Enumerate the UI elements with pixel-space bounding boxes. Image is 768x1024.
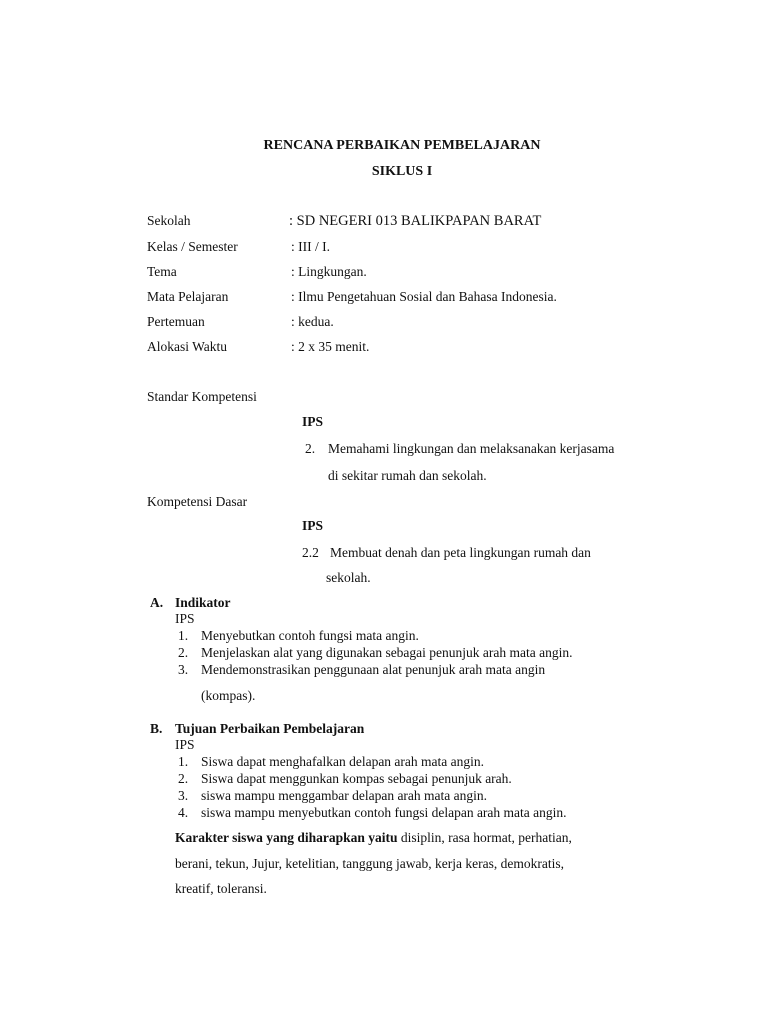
info-value-class: : III / I. — [291, 239, 330, 254]
character-paragraph-line1 — [175, 830, 572, 846]
section-b-title: Tujuan Perbaikan Pembelajaran — [175, 721, 365, 736]
info-label-subject: Mata Pelajaran — [147, 289, 229, 304]
list-item-number: 1. — [178, 628, 189, 643]
info-value-school: : SD NEGERI 013 BALIKPAPAN BARAT — [289, 213, 542, 229]
sk-text-line1: Memahami lingkungan dan melaksanakan kerjasama — [328, 441, 615, 456]
sk-number: 2. — [305, 441, 316, 456]
sk-subject: IPS — [302, 414, 324, 429]
list-item: siswa mampu menyebutkan contoh fungsi delapan arah mata angin. — [201, 805, 567, 820]
list-item: Menyebutkan contoh fungsi mata angin. — [201, 628, 419, 643]
list-item: Menjelaskan alat yang digunakan sebagai penunjuk arah mata angin. — [201, 645, 573, 660]
list-item: siswa mampu menggambar delapan arah mata angin. — [201, 788, 488, 803]
section-b-subject: IPS — [175, 737, 195, 752]
kd-number: 2.2 — [302, 545, 319, 560]
list-item: Siswa dapat menghafalkan delapan arah mata angin. — [201, 754, 485, 769]
list-item-number: 3. — [178, 788, 189, 803]
section-a-subject: IPS — [175, 611, 195, 626]
page-title: RENCANA PERBAIKAN PEMBELAJARAN — [263, 138, 541, 153]
info-value-subject: : Ilmu Pengetahuan Sosial dan Bahasa Indonesia. — [291, 289, 557, 304]
info-value-theme: : Lingkungan. — [291, 264, 367, 279]
list-item-continuation: (kompas). — [201, 688, 256, 703]
list-item-number: 3. — [178, 662, 189, 677]
list-item: Mendemonstrasikan penggunaan alat penunjuk arah mata angin — [201, 662, 546, 677]
section-a-letter: A. — [150, 595, 164, 610]
list-item-number: 2. — [178, 645, 189, 660]
info-label-time: Alokasi Waktu — [147, 339, 228, 354]
info-label-school: Sekolah — [147, 213, 191, 228]
info-label-theme: Tema — [147, 264, 177, 279]
list-item-number: 2. — [178, 771, 189, 786]
character-values: disiplin, rasa hormat, perhatian, — [397, 830, 572, 845]
character-label: Karakter siswa yang diharapkan yaitu — [175, 830, 398, 845]
cycle-subtitle: SIKLUS I — [371, 164, 433, 179]
list-item-number: 1. — [178, 754, 189, 769]
character-paragraph-line3: kreatif, toleransi. — [175, 881, 267, 896]
character-paragraph-line2: berani, tekun, Jujur, ketelitian, tanggung jawab, kerja keras, demokratis, — [175, 856, 564, 871]
kd-text-line2: sekolah. — [326, 570, 371, 585]
section-a-title: Indikator — [175, 595, 231, 610]
list-item-number: 4. — [178, 805, 189, 820]
info-value-time: : 2 x 35 menit. — [291, 339, 370, 354]
section-b-letter: B. — [150, 721, 163, 736]
sk-heading: Standar Kompetensi — [147, 389, 257, 404]
info-label-class: Kelas / Semester — [147, 239, 238, 254]
info-label-meeting: Pertemuan — [147, 314, 205, 329]
sk-text-line2: di sekitar rumah dan sekolah. — [328, 468, 487, 483]
kd-heading: Kompetensi Dasar — [147, 494, 248, 509]
kd-text-line1: Membuat denah dan peta lingkungan rumah dan — [330, 545, 591, 560]
list-item: Siswa dapat menggunkan kompas sebagai penunjuk arah. — [201, 771, 512, 786]
kd-subject: IPS — [302, 518, 324, 533]
info-value-meeting: : kedua. — [291, 314, 334, 329]
